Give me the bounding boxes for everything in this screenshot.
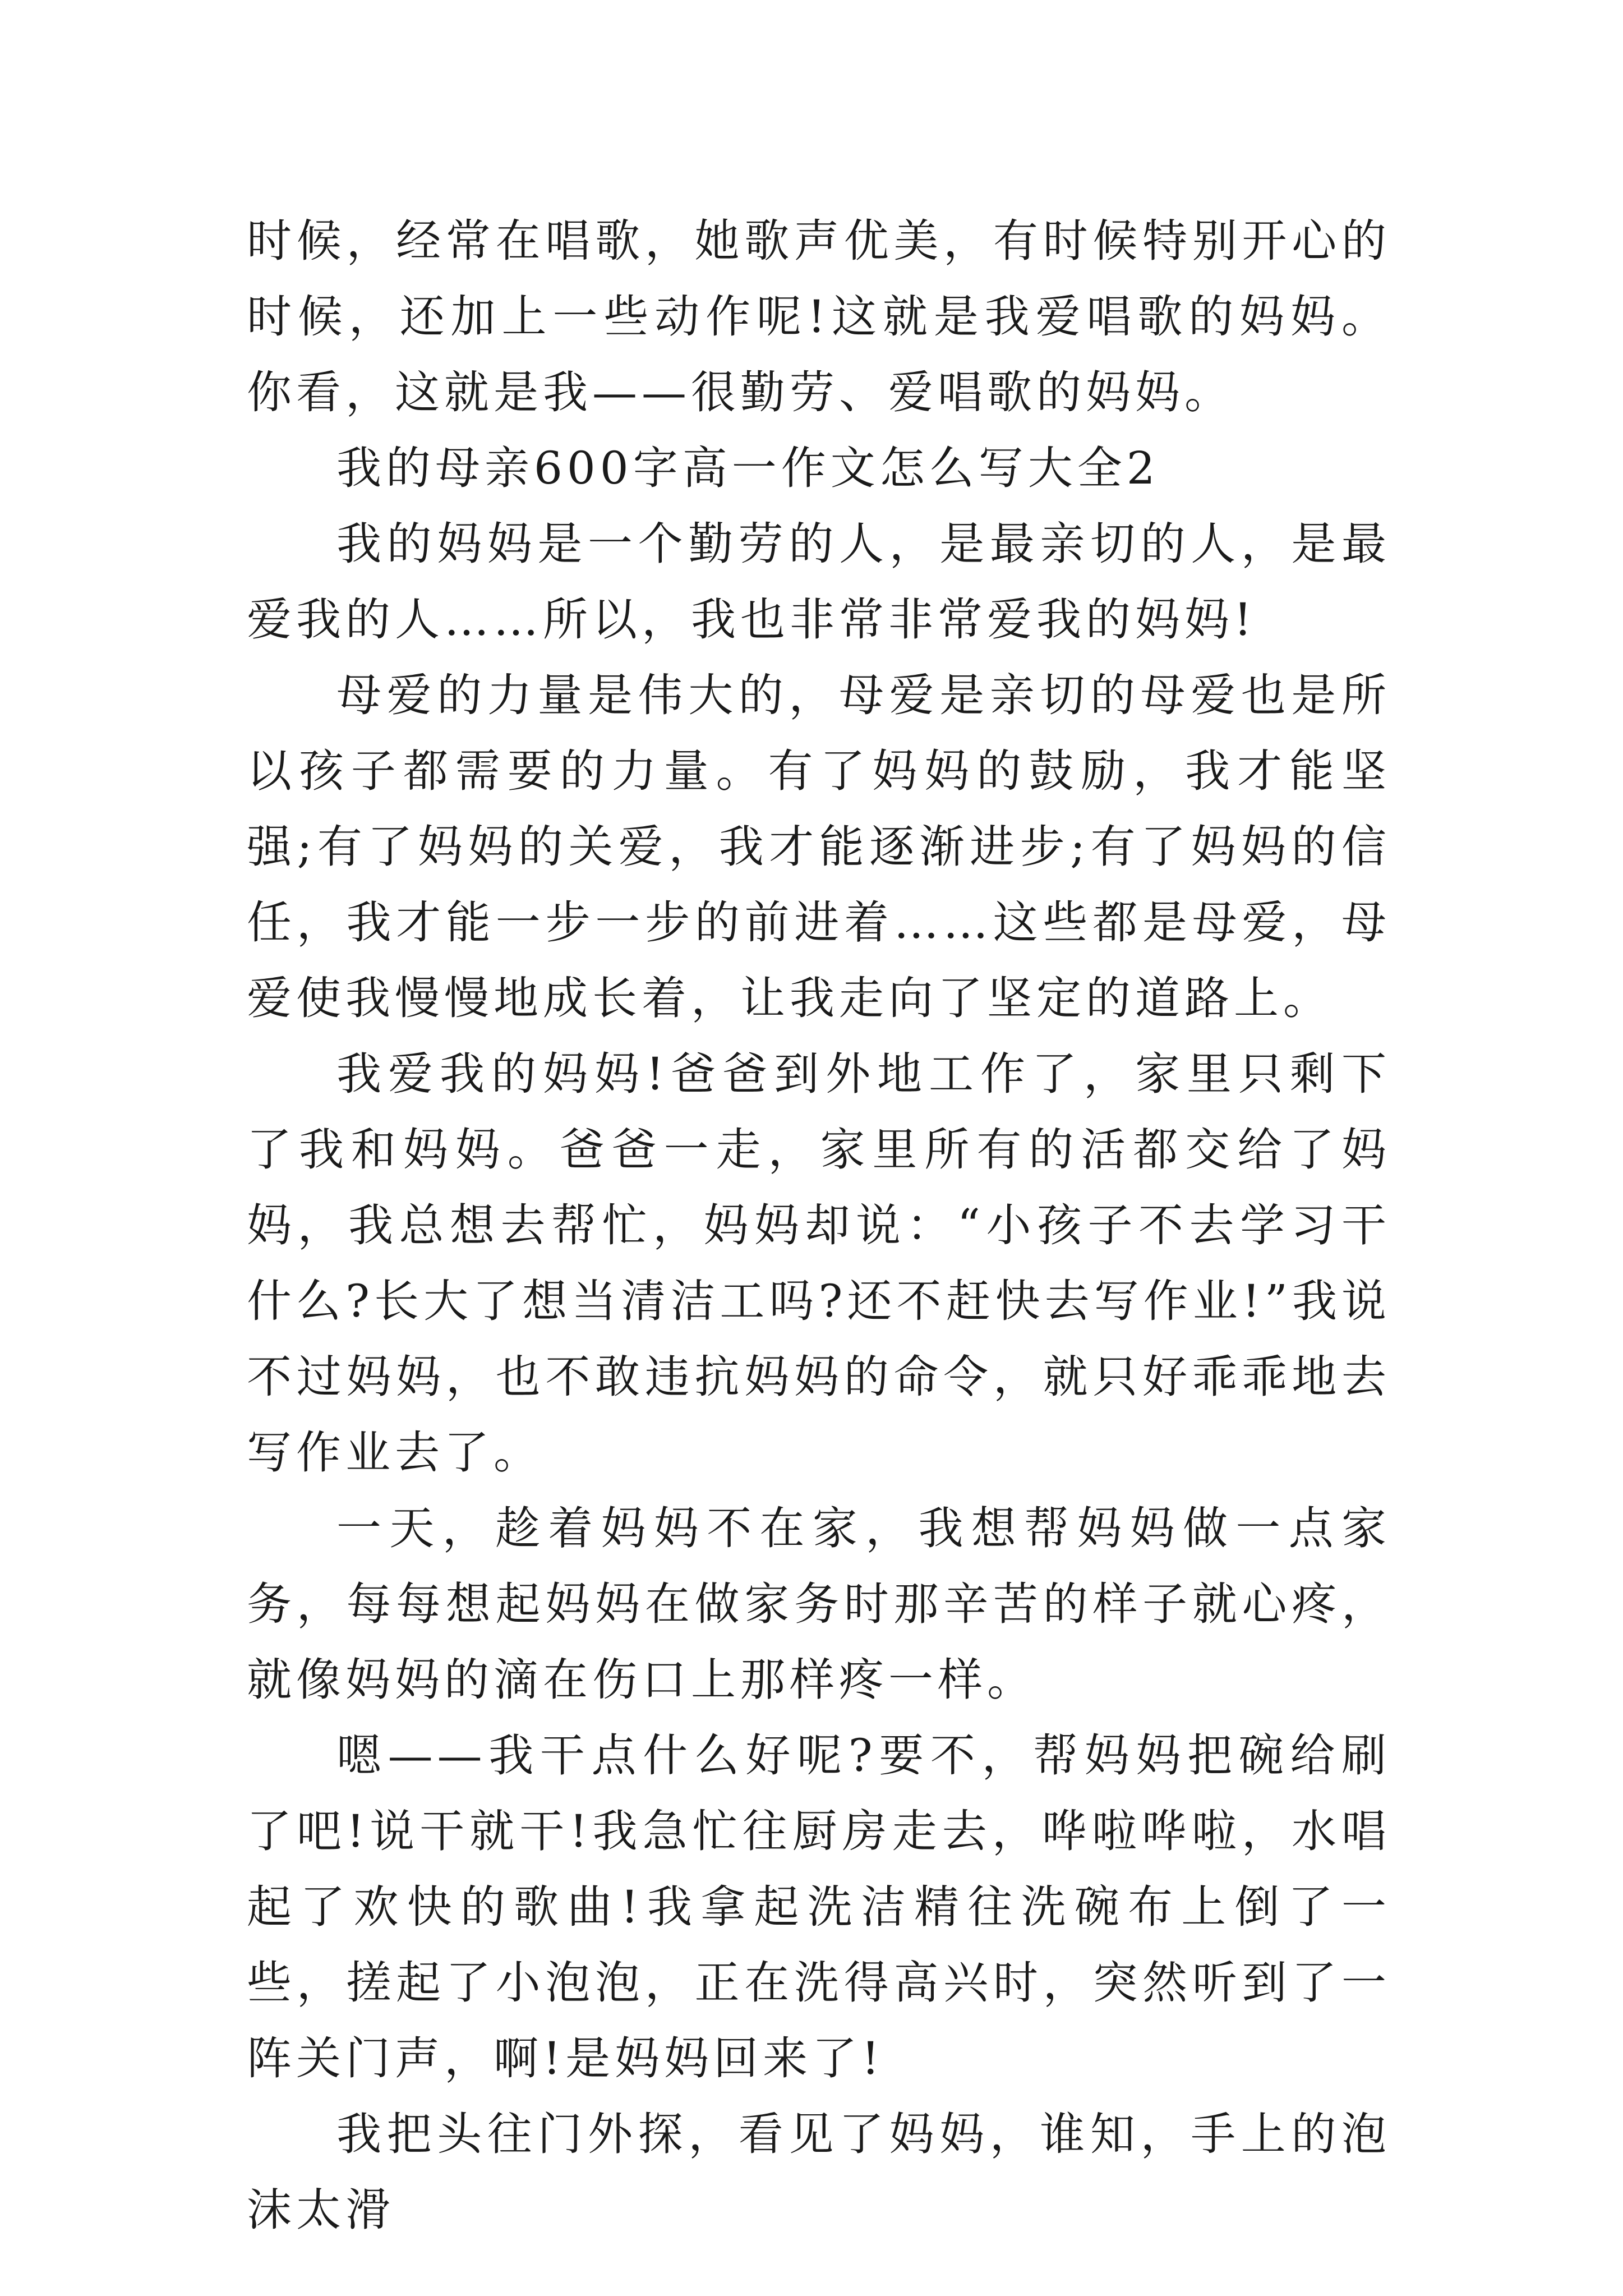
paragraph-5: 一天，趁着妈妈不在家，我想帮妈妈做一点家务，每每想起妈妈在做家务时那辛苦的样子就心疼，就像妈妈的滴在伤口上那样疼一样。 bbox=[247, 1502, 1391, 1706]
section-heading: 我的母亲600字高一作文怎么写大全2 bbox=[336, 442, 1160, 494]
paragraph-7: 我把头往门外探，看见了妈妈，谁知，手上的泡沫太滑 bbox=[247, 2108, 1391, 2236]
paragraph-1: 时候，经常在唱歌，她歌声优美，有时候特别开心的时候，还加上一些动作呢!这就是我爱唱歌的妈妈。你看，这就是我——很勤劳、爱唱歌的妈妈。 bbox=[247, 215, 1391, 418]
paragraph-2: 我的妈妈是一个勤劳的人，是最亲切的人，是最爱我的人……所以，我也非常非常爱我的妈妈! bbox=[247, 518, 1391, 646]
paragraph-3: 母爱的力量是伟大的，母爱是亲切的母爱也是所以孩子都需要的力量。有了妈妈的鼓励，我才能坚强;有了妈妈的关爱，我才能逐渐进步;有了妈妈的信任，我才能一步一步的前进着……这些都是母爱，母爱使我慢慢地成长着，让我走向了坚定的道路上。 bbox=[247, 669, 1391, 1024]
paragraph-4: 我爱我的妈妈!爸爸到外地工作了，家里只剩下了我和妈妈。爸爸一走，家里所有的活都交给了妈妈，我总想去帮忙，妈妈却说：“小孩子不去学习干什么?长大了想当清洁工吗?还不赶快去写作业!”我说不过妈妈，也不敢违抗妈妈的命令，就只好乖乖地去写作业去了。 bbox=[247, 1048, 1391, 1479]
paragraph-6: 嗯——我干点什么好呢?要不，帮妈妈把碗给刷了吧!说干就干!我急忙往厨房走去，哗啦哗啦，水唱起了欢快的歌曲!我拿起洗洁精往洗碗布上倒了一些，搓起了小泡泡，正在洗得高兴时，突然听到了一阵关门声，啊!是妈妈回来了! bbox=[247, 1729, 1391, 2085]
document-body bbox=[247, 203, 1391, 2248]
